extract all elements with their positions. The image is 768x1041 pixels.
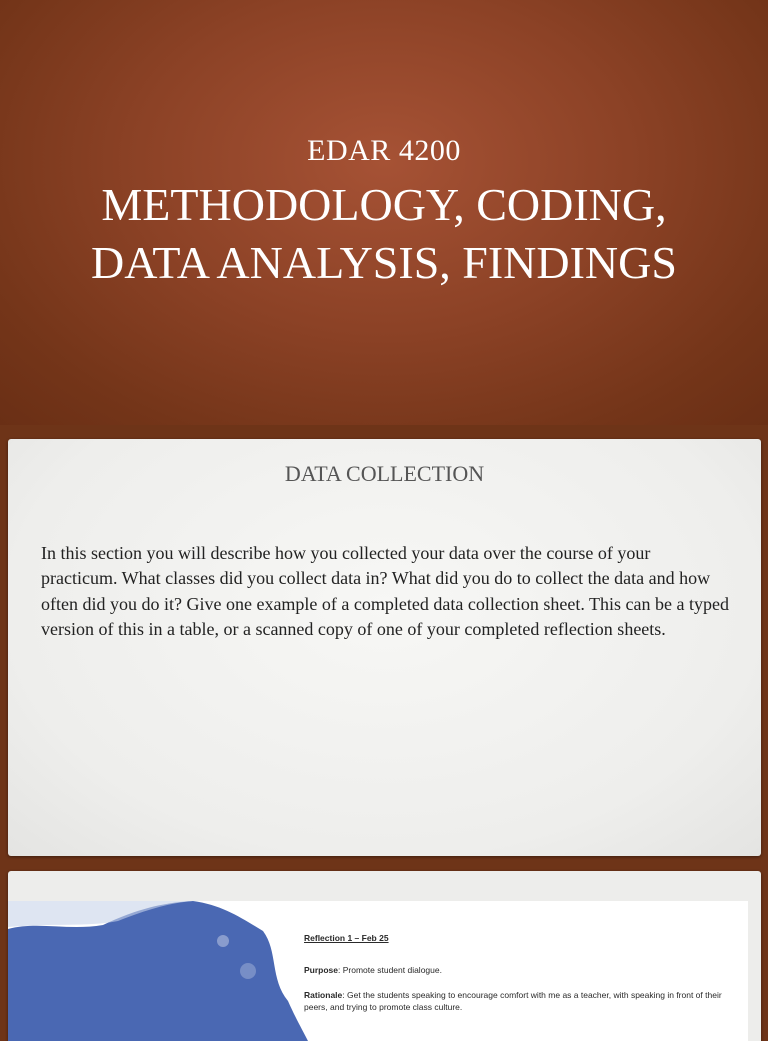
data-collection-slide[interactable]	[8, 439, 761, 856]
scanned-reflection-sheet	[8, 901, 748, 1041]
rationale-label: Rationale	[304, 990, 343, 1000]
rationale-text: : Get the students speaking to encourage comfort with me as a teacher, with speaking in front of their peers, and trying to promote class culture.	[304, 990, 722, 1012]
purpose-text: : Promote student dialogue.	[338, 965, 442, 975]
reflection-title: Reflection 1 – Feb 25	[304, 933, 389, 943]
slide-body-text: In this section you will describe how you collected your data over the course of your practicum. What classes did you collect data in? What did you do to collect the data and how often did you do it? Give one example of a completed data collection sheet. This can be a typed version of this in a table, or a scanned copy of one of your completed reflection sheets.	[41, 543, 729, 639]
title-line-1: METHODOLOGY, CODING,	[101, 179, 667, 230]
reflection-slide[interactable]	[8, 871, 761, 1041]
course-code: EDAR 4200	[307, 134, 461, 167]
purpose-line	[304, 964, 734, 976]
title-slide	[0, 0, 768, 425]
rationale-line	[304, 989, 734, 1013]
title-line-2: DATA ANALYSIS, FINDINGS	[91, 237, 677, 288]
purpose-label: Purpose	[304, 965, 339, 975]
presentation-title	[30, 176, 738, 292]
slide-heading: DATA COLLECTION	[284, 461, 485, 486]
